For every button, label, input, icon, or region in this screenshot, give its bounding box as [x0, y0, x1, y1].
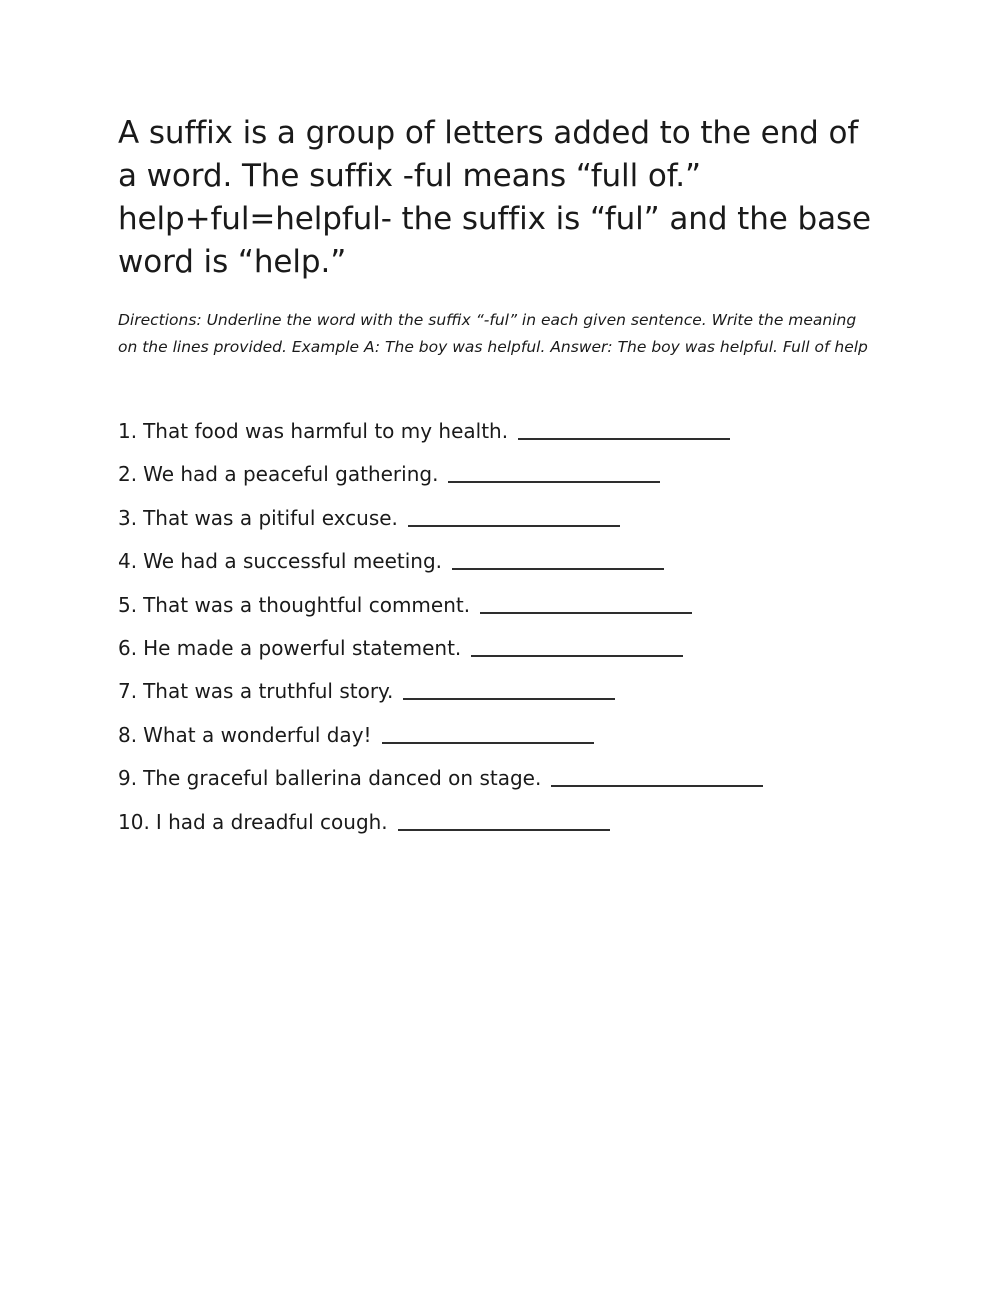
question-sentence: We had a successful meeting. — [143, 549, 443, 574]
question-list — [118, 360, 872, 853]
answer-blank[interactable] — [398, 814, 610, 830]
question-sentence: He made a powerful statement. — [143, 635, 462, 660]
answer-blank[interactable] — [518, 424, 730, 440]
answer-blank[interactable] — [403, 684, 615, 700]
list-item — [118, 810, 872, 853]
list-item — [118, 549, 872, 592]
list-item — [118, 462, 872, 505]
list-item — [118, 419, 872, 462]
question-number: 10. — [118, 809, 150, 834]
list-item — [118, 766, 872, 809]
page-title: A suffix is a group of letters added to the end of a word. The suffix -ful means “full of.” help+ful=helpful- the suffix is “ful” and the base word is “help.” — [118, 115, 881, 280]
question-sentence: What a wonderful day! — [143, 722, 372, 747]
answer-blank[interactable] — [408, 510, 620, 526]
question-number: 3. — [118, 505, 138, 530]
answer-blank[interactable] — [480, 597, 692, 613]
list-item — [118, 506, 872, 549]
question-number: 8. — [118, 722, 138, 747]
question-sentence: I had a dreadful cough. — [155, 809, 388, 834]
list-item — [118, 723, 872, 766]
list-item — [118, 679, 872, 722]
worksheet-content — [118, 112, 881, 853]
list-item — [118, 636, 872, 679]
answer-blank[interactable] — [382, 727, 594, 743]
answer-blank[interactable] — [452, 554, 664, 570]
question-sentence: The graceful ballerina danced on stage. — [143, 766, 542, 791]
question-number: 7. — [118, 679, 138, 704]
question-number: 5. — [118, 592, 138, 617]
question-number: 9. — [118, 766, 138, 791]
question-number: 2. — [118, 462, 138, 487]
question-sentence: That was a pitiful excuse. — [143, 505, 398, 530]
question-sentence: That food was harmful to my health. — [143, 419, 509, 443]
answer-blank[interactable] — [471, 641, 683, 657]
question-number: 6. — [118, 635, 138, 660]
question-sentence: That was a truthful story. — [143, 679, 394, 704]
question-sentence: We had a peaceful gathering. — [143, 462, 439, 487]
question-sentence: That was a thoughtful comment. — [143, 592, 471, 617]
question-number: 4. — [118, 549, 138, 574]
answer-blank[interactable] — [448, 467, 660, 483]
list-item — [118, 593, 872, 636]
answer-blank[interactable] — [551, 771, 763, 787]
directions-paragraph: Directions: Underline the word with the suffix “-ful” in each given sentence. Write the meaning on the lines provided. Example A: The boy was helpful. Answer: The boy was helpful. Full of help — [118, 311, 868, 356]
question-number: 1. — [118, 419, 138, 443]
